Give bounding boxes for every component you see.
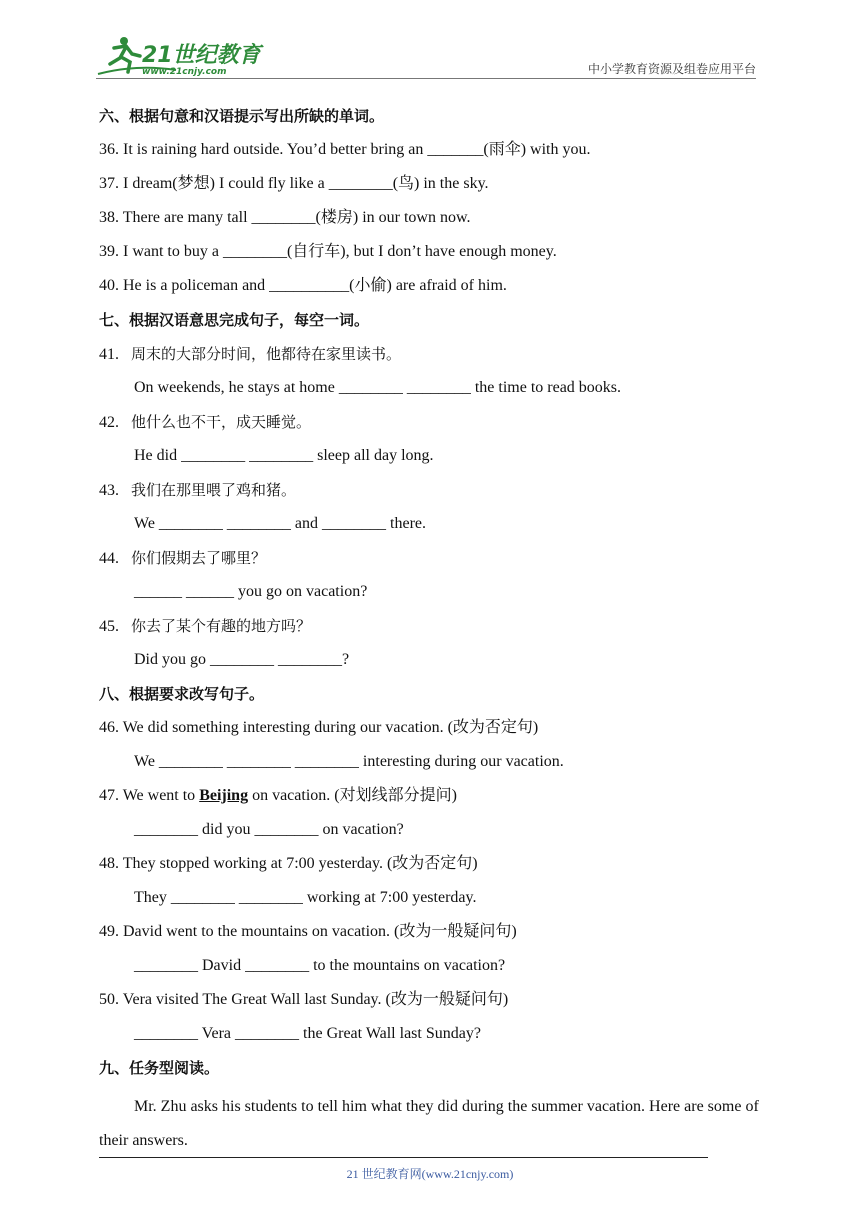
answer-45: Did you go ________ ________? (134, 651, 350, 668)
underlined-word: Beijing (199, 787, 249, 804)
question-46: 46. We did something interesting during our vacation. (改为否定句) (99, 719, 539, 736)
question-47 (99, 784, 759, 818)
question-48: 48. They stopped working at 7:00 yesterday. (改为否定句) (99, 855, 478, 872)
question-chinese: 你去了某个有趣的地方吗？ (131, 617, 312, 635)
question-49: 49. David went to the mountains on vacation. (改为一般疑问句) (99, 923, 517, 940)
answer-44: ______ ______ you go on vacation? (134, 583, 368, 600)
answer-47: ________ did you ________ on vacation? (134, 821, 404, 838)
question-50: 50. Vera visited The Great Wall last Sunday. (改为一般疑问句) (99, 991, 509, 1008)
footer-text: 21 世纪教育网(www.21cnjy.com) (346, 1167, 514, 1181)
answer-41: On weekends, he stays at home ________ ________ the time to read books. (134, 379, 622, 396)
question-chinese: 你们假期去了哪里？ (131, 549, 267, 567)
answer-46: We ________ ________ ________ interesting during our vacation. (134, 753, 564, 770)
section-6-title: 六、根据句意和汉语提示写出所缺的单词。 (99, 107, 385, 125)
reading-paragraph: Mr. Zhu asks his students to tell him what they did during the summer vacation. Here are some of their answers. (99, 1098, 759, 1149)
header-platform-text: 中小学教育资源及组卷应用平台 (587, 62, 756, 76)
answer-50: ________ Vera ________ the Great Wall last Sunday? (134, 1025, 481, 1042)
logo-text: 21世纪教育 (142, 43, 261, 68)
question-41 (99, 342, 759, 376)
answer-49: ________ David ________ to the mountains on vacation? (134, 957, 506, 974)
question-37: 37. I dream(梦想) I could fly like a ________(鸟) in the sky. (99, 175, 489, 192)
worksheet-content (99, 104, 759, 1158)
header-divider (96, 78, 756, 79)
question-number: 45. (99, 618, 119, 635)
question-number: 42. (99, 414, 119, 431)
question-chinese: 我们在那里喂了鸡和猪。 (131, 481, 297, 499)
question-chinese: 周末的大部分时间，他都待在家里读书。 (131, 345, 402, 363)
question-47-part-1: 47. We went to (99, 787, 200, 804)
question-42 (99, 410, 759, 444)
question-number: 44. (99, 550, 119, 567)
question-36: 36. It is raining hard outside. You’d better bring an _______(雨伞) with you. (99, 141, 591, 158)
answer-48: They ________ ________ working at 7:00 yesterday. (134, 889, 477, 906)
answer-42: He did ________ ________ sleep all day long. (134, 447, 434, 464)
section-8-title: 八、根据要求改写句子。 (99, 685, 265, 703)
question-40: 40. He is a policeman and __________(小偷) are afraid of him. (99, 277, 507, 294)
logo (96, 34, 266, 78)
question-47-part-2: on vacation. (对划线部分提问) (248, 787, 457, 804)
question-chinese: 他什么也不干，成天睡觉。 (131, 413, 312, 431)
answer-43: We ________ ________ and ________ there. (134, 515, 426, 532)
question-43 (99, 478, 759, 512)
logo-url: www.21cnjy.com (142, 67, 227, 77)
footer-divider (99, 1157, 708, 1158)
section-7-title: 七、根据汉语意思完成句子，每空一词。 (99, 311, 370, 329)
question-44 (99, 546, 759, 580)
section-9-title: 九、任务型阅读。 (99, 1059, 220, 1077)
question-38: 38. There are many tall ________(楼房) in our town now. (99, 209, 471, 226)
question-39: 39. I want to buy a ________(自行车), but I don’t have enough money. (99, 243, 557, 260)
question-45 (99, 614, 759, 648)
page-header (0, 0, 860, 82)
question-number: 43. (99, 482, 119, 499)
question-number: 41. (99, 346, 119, 363)
